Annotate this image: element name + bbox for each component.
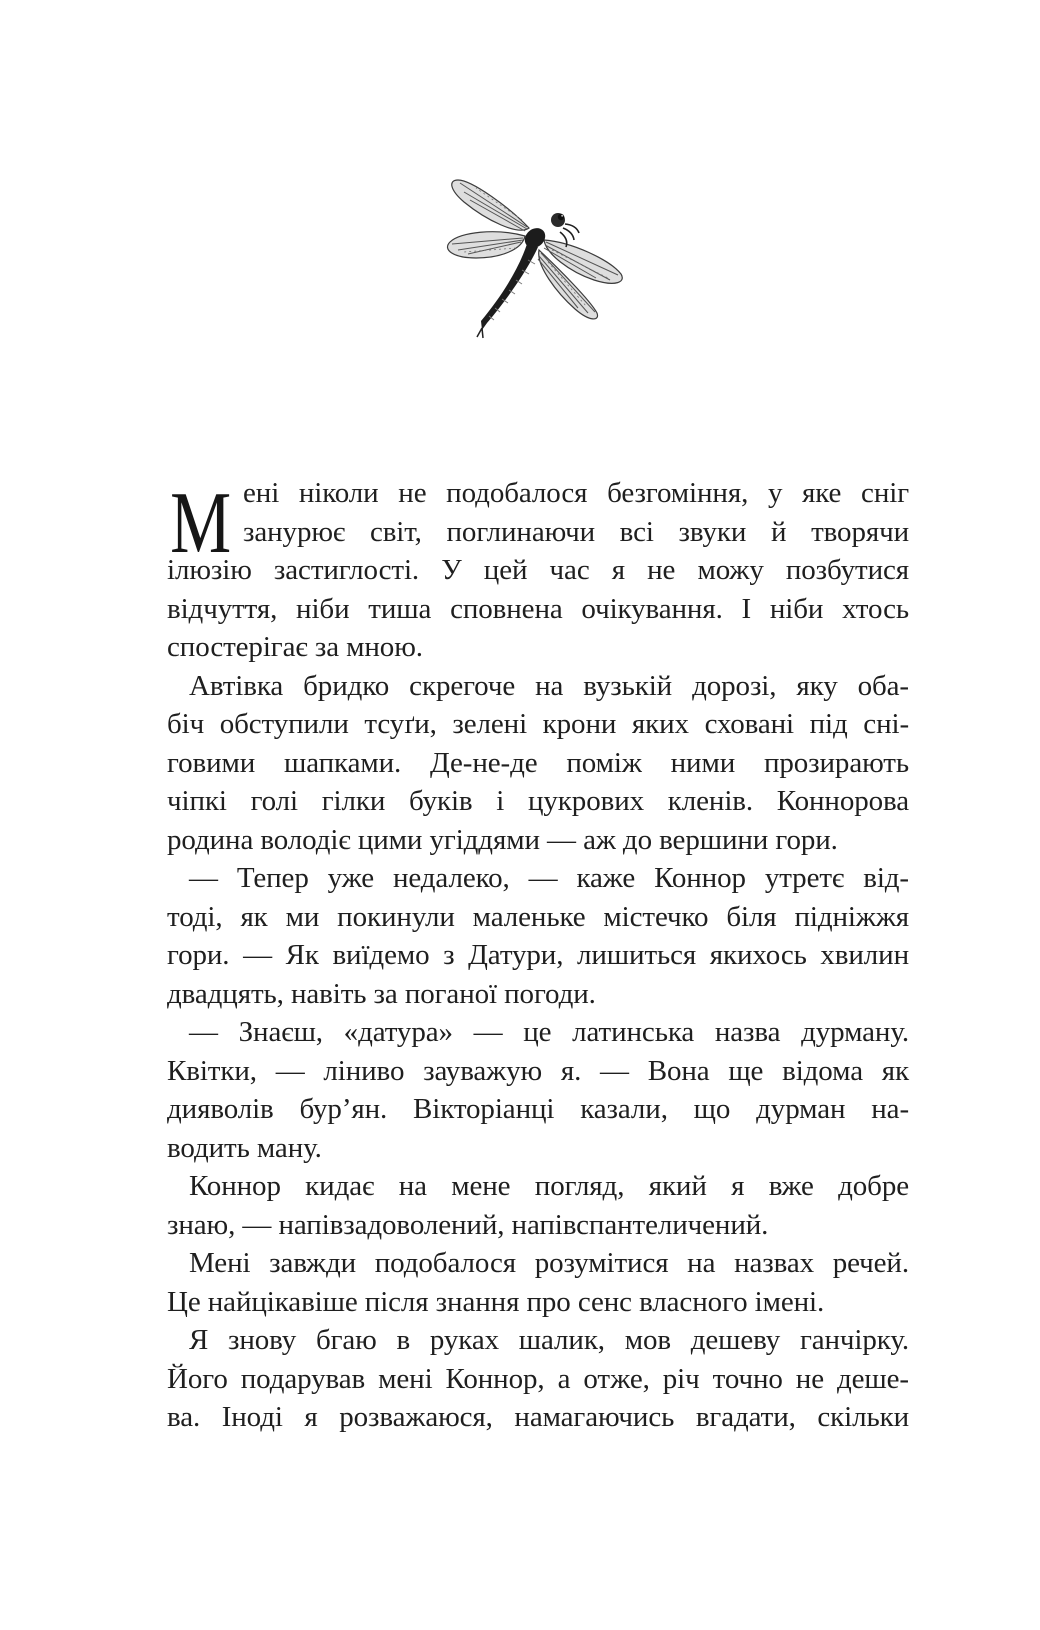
text-line: ва. Іноді я розважаюся, намагаючись вгадати, скільки: [167, 1401, 909, 1433]
text-line: Квітки, — ліниво зауважую я. — Вона ще відома як: [167, 1054, 909, 1087]
text-line: тоді, як ми покинули маленьке містечко біля підніжжя: [167, 900, 909, 933]
text-line: говими шапками. Де-не-де поміж ними прозирають: [167, 746, 909, 779]
dropcap-letter: М: [170, 475, 232, 572]
text-line: — Знаєш, «датура» — це латинська назва дурману.: [189, 1016, 909, 1048]
eye-highlight: [561, 215, 563, 217]
text-line: Його подарував мені Коннор, а отже, річ точно не деше-: [167, 1362, 909, 1395]
paragraph-5: [167, 1167, 909, 1244]
text-line: Автівка бридко скрегоче на вузькій дорозі, яку оба-: [189, 669, 909, 702]
text-line: спостерігає за мною.: [167, 631, 423, 663]
dragonfly-illustration: [424, 156, 636, 348]
text-line: Це найцікавіше після знання про сенс власного імені.: [167, 1285, 825, 1318]
paragraph-3: [167, 859, 909, 1013]
text-line: Мені завжди подобалося розумітися на назвах речей.: [189, 1247, 909, 1279]
text-line: водить ману.: [167, 1131, 322, 1164]
text-line: Коннор кидає на мене погляд, який я вже добре: [189, 1170, 909, 1202]
paragraph-7: [167, 1321, 909, 1437]
paragraph-6: [167, 1244, 909, 1321]
text-line: відчуття, ніби тиша сповнена очікування. І ніби хтось: [167, 592, 909, 625]
dragonfly-eye: [558, 214, 564, 220]
text-line: занурює світ, поглинаючи всі звуки й творячи: [243, 515, 909, 548]
text-line: гори. — Як виїдемо з Датури, лишиться якихось хвилин: [167, 939, 909, 971]
paragraph-1: [167, 474, 909, 667]
text-line: — Тепер уже недалеко, — каже Коннор утретє від-: [189, 862, 909, 894]
text-line: Я знову бгаю в руках шалик, мов дешеву ганчірку.: [189, 1324, 909, 1356]
tail-appendages: [477, 328, 483, 338]
paragraph-4: [167, 1013, 909, 1167]
text-line: ені ніколи не подобалося безгоміння, у яке сніг: [243, 477, 909, 509]
text-line: дияволів бур’ян. Вікторіанці казали, що дурман на-: [167, 1093, 909, 1125]
text-line: чіпкі голі гілки буків і цукрових кленів. Коннорова: [167, 785, 909, 817]
text-line: двадцять, навіть за поганої погоди.: [167, 977, 596, 1010]
text-line: ілюзію застиглості. У цей час я не можу позбутися: [167, 554, 909, 586]
body-text: [167, 474, 909, 1437]
paragraph-2: [167, 667, 909, 860]
text-line: біч обступили тсуґи, зелені крони яких сховані під сні-: [167, 708, 909, 740]
text-line: знаю, — напівзадоволений, напівспантеличений.: [167, 1208, 769, 1241]
text-line: родина володіє цими угіддями — аж до вершини гори.: [167, 823, 838, 856]
